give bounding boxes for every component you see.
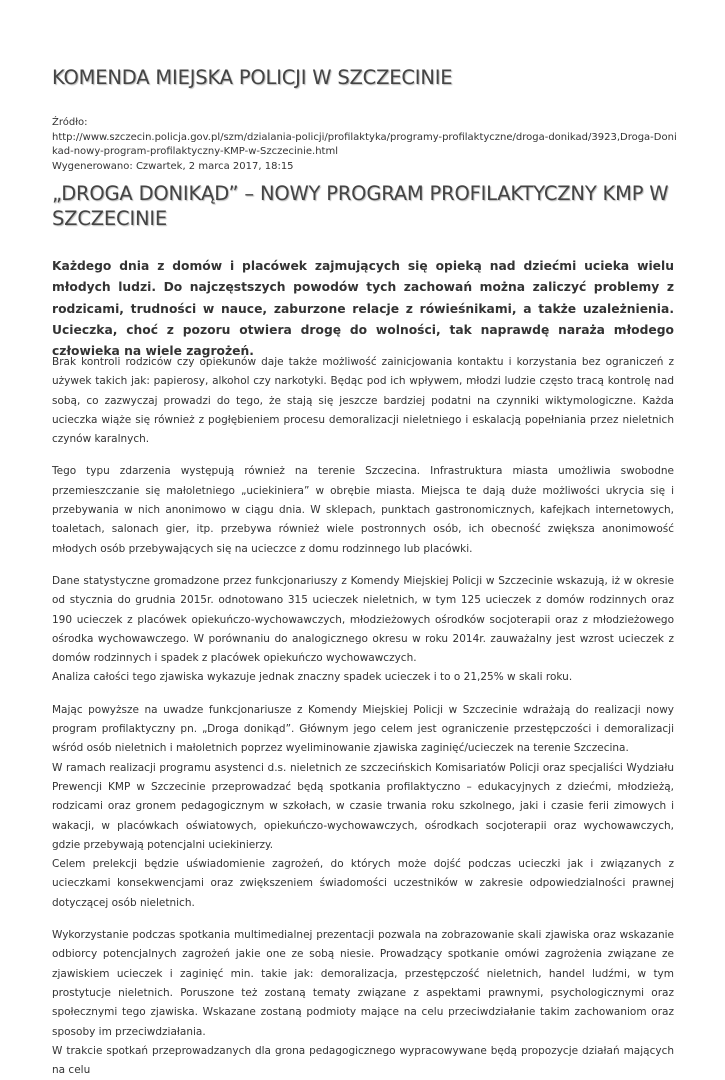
paragraph-2: Tego typu zdarzenia występują również na terenie Szczecina. Infrastruktura miasta umożliwia swobodne przemieszczanie się małoletniego „uciekiniera” w obrębie miasta. Miejsca te dają duże możliwości ukrycia się i przebywania w nich anonimowo w ciągu dnia. W sklepach, punktach gastronomicznych, kafejkach internetowych, toaletach, salonach gier, itp. przebywa również wiele postronnych osób, ich obecność zwiększa anonimowość młodych osób przebywających się na ucieczce z domu rodzinnego lub placówki.: [52, 465, 674, 555]
paragraph-8: Wykorzystanie podczas spotkania multimedialnej prezentacji pozwala na zobrazowanie skali zjawiska oraz wskazanie odbiorcy potencjalnych zagrożeń jakie one ze sobą niesie. Prowadzący spotkanie omówi zagrożenia związane ze zjawiskiem ucieczek i zaginięć min. takie jak: demoralizacja, przestępczość nieletnich, handel ludźmi, w tym prostytucje nieletnich. Poruszone też zostaną tematy związane z aspektami prawnymi, psychologicznymi oraz społecznymi tego zjawiska. Wskazane zostaną podmioty mające na celu przeciwdziałanie takim zachowaniom oraz sposoby im przeciwdziałania.: [52, 929, 674, 1038]
paragraph-3: Dane statystyczne gromadzone przez funkcjonariuszy z Komendy Miejskiej Policji w Szczecinie wskazują, iż w okresie od stycznia do grudnia 2015r. odnotowano 315 ucieczek nieletnich, w tym 125 ucieczek z domów rodzinnych oraz 190 ucieczek z placówek opiekuńczo-wychowawczych, młodzieżowych ośrodków socjoterapii oraz z młodzieżowego ośrodka wychowawczego. W porównaniu do analogicznego okresu w roku 2014r. zauważalny jest wzrost ucieczek z domów rodzinnych i spadek z placówek opiekuńczo wychowawczych.: [52, 574, 674, 665]
article-title: „DROGA DONIKĄD” – NOWY PROGRAM PROFILAKTYCZNY KMP W SZCZECINIE: [52, 182, 669, 230]
paragraph-6: W ramach realizacji programu asystenci d.s. nieletnich ze szczecińskich Komisariatów Policji oraz specjaliści Wydziału Prewencji KMP w Szczecinie przeprowadzać będą spotkania profilaktyczno – edukacyjnych z dziećmi, młodzieżą, rodzicami oraz gronem pedagogicznym w szkołach, w czasie trwania roku szkolnego, jaki i czasie ferii zimowych i wakacji, w placówkach oświatowych, opiekuńczo-wychowawczych, ośrodkach socjoterapii oraz wychowawczych, gdzie przebywają potencjalni uciekinierzy.: [52, 761, 674, 851]
paragraph-9: W trakcie spotkań przeprowadzanych dla grona pedagogicznego wypracowywane będą propozycje działań mających na celu: [52, 1044, 674, 1077]
source-url-line-1: http://www.szczecin.policja.gov.pl/szm/dzialania-policji/profilaktyka/programy-profilaktyczne/droga-donikad/3923,Droga-Doni: [52, 131, 677, 143]
generated-timestamp: Wygenerowano: Czwartek, 2 marca 2017, 18:15: [52, 160, 294, 172]
paragraph-4: Analiza całości tego zjawiska wykazuje jednak znaczny spadek ucieczek i to o 21,25% w skali roku.: [52, 671, 573, 684]
paragraph-5: Mając powyższe na uwadze funkcjonariusze z Komendy Miejskiej Policji w Szczecinie wdrażają do realizacji nowy program profilaktyczny pn. „Droga donikąd”. Głównym jego celem jest ograniczenie przestępczości i demoralizacji wśród osób nieletnich i małoletnich poprzez wyeliminowanie zjawiska zaginięć/ucieczek na terenie Szczecina.: [52, 703, 674, 755]
paragraph-7: Celem prelekcji będzie uświadomienie zagrożeń, do których może dojść podczas ucieczki jak i związanych z ucieczkami konsekwencjami oraz zwiększeniem świadomości uczestników w zakresie odpowiedzialności prawnej dotyczącej osób nieletnich.: [52, 858, 674, 909]
source-url-line-2: kad-nowy-program-profilaktyczny-KMP-w-Szczecinie.html: [52, 146, 338, 157]
source-label: Źródło:: [52, 117, 88, 128]
site-title: KOMENDA MIEJSKA POLICJI W SZCZECINIE: [52, 66, 453, 89]
source-meta: [52, 116, 677, 174]
article-body: [52, 353, 674, 1080]
paragraph-1: Brak kontroli rodziców czy opiekunów daje także możliwość zainicjowania kontaktu i korzystania bez ograniczeń z używek takich jak: papierosy, alkohol czy narkotyki. Będąc pod ich wpływem, młodzi ludzie często tracą kontrolę nad sobą, co zazwyczaj prowadzi do tego, że stają się jeszcze bardziej podatni na czynniki wiktymologiczne. Każda ucieczka wiąże się również z pogłębieniem procesu demoralizacji nieletniego i eskalacją popełniania przez nieletnich czynów karalnych.: [52, 356, 674, 446]
article-lead: Każdego dnia z domów i placówek zajmujących się opieką nad dziećmi ucieka wielu młodych ludzi. Do najczęstszych powodów tych zachowań można zaliczyć problemy z rodzicami, trudności w nauce, zaburzone relacje z rówieśnikami, a także uzależnienia. Ucieczka, choć z pozoru otwiera drogę do wolności, tak naprawdę naraża młodego człowieka na wiele zagrożeń.: [52, 259, 674, 359]
